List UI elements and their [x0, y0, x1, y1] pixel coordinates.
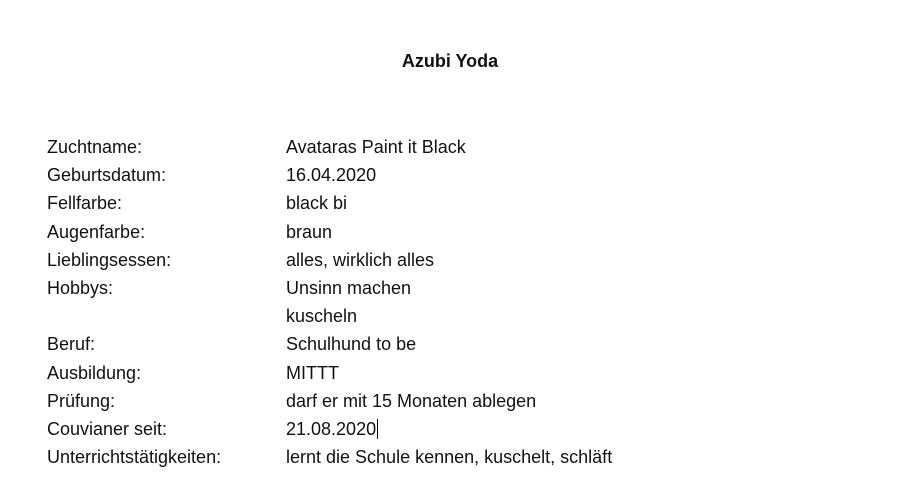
row-value: black bi: [286, 193, 348, 214]
row-beruf: [47, 330, 867, 358]
row-augenfarbe: [47, 218, 867, 246]
row-label: Zuchtname:: [47, 137, 143, 157]
row-value: 21.08.2020: [286, 418, 377, 439]
row-label: Unterrichtstätigkeiten:: [47, 447, 222, 468]
row-value: alles, wirklich alles: [286, 249, 435, 270]
row-value: 16.04.2020: [286, 165, 377, 186]
row-pruefung: [47, 387, 867, 415]
row-lieblingsessen: [47, 246, 867, 274]
row-zuchtname: [47, 133, 867, 161]
row-hobbys: [47, 274, 867, 302]
row-label: Augenfarbe:: [47, 221, 146, 242]
row-value: lernt die Schule kennen, kuschelt, schläft: [286, 447, 613, 468]
row-value: MITTT: [286, 362, 339, 383]
row-value-with-caret[interactable]: [286, 415, 378, 443]
row-label: Fellfarbe:: [47, 193, 123, 214]
document-title: Azubi Yoda: [401, 51, 499, 71]
row-label: Prüfung:: [47, 390, 116, 411]
row-couvianer-seit: [47, 415, 867, 443]
row-value: braun: [286, 221, 333, 242]
row-label: Ausbildung:: [47, 362, 142, 383]
row-label: Beruf:: [47, 334, 96, 355]
row-value: kuscheln: [286, 306, 358, 327]
row-label: Geburtsdatum:: [47, 165, 167, 186]
text-cursor: [377, 419, 378, 439]
row-label: Lieblingsessen:: [47, 249, 172, 270]
row-fellfarbe: [47, 189, 867, 217]
row-label: Hobbys:: [47, 277, 114, 298]
row-hobbys-continued: [47, 302, 867, 330]
row-value: darf er mit 15 Monaten ablegen: [286, 390, 537, 411]
profile-table: [47, 133, 867, 471]
row-geburtsdatum: [47, 161, 867, 189]
row-value: Avataras Paint it Black: [286, 137, 466, 157]
row-value: Schulhund to be: [286, 334, 417, 355]
row-label: Couvianer seit:: [47, 418, 168, 439]
row-unterrichtstaetigkeiten: [47, 443, 867, 471]
row-value: Unsinn machen: [286, 277, 412, 298]
row-ausbildung: [47, 359, 867, 387]
